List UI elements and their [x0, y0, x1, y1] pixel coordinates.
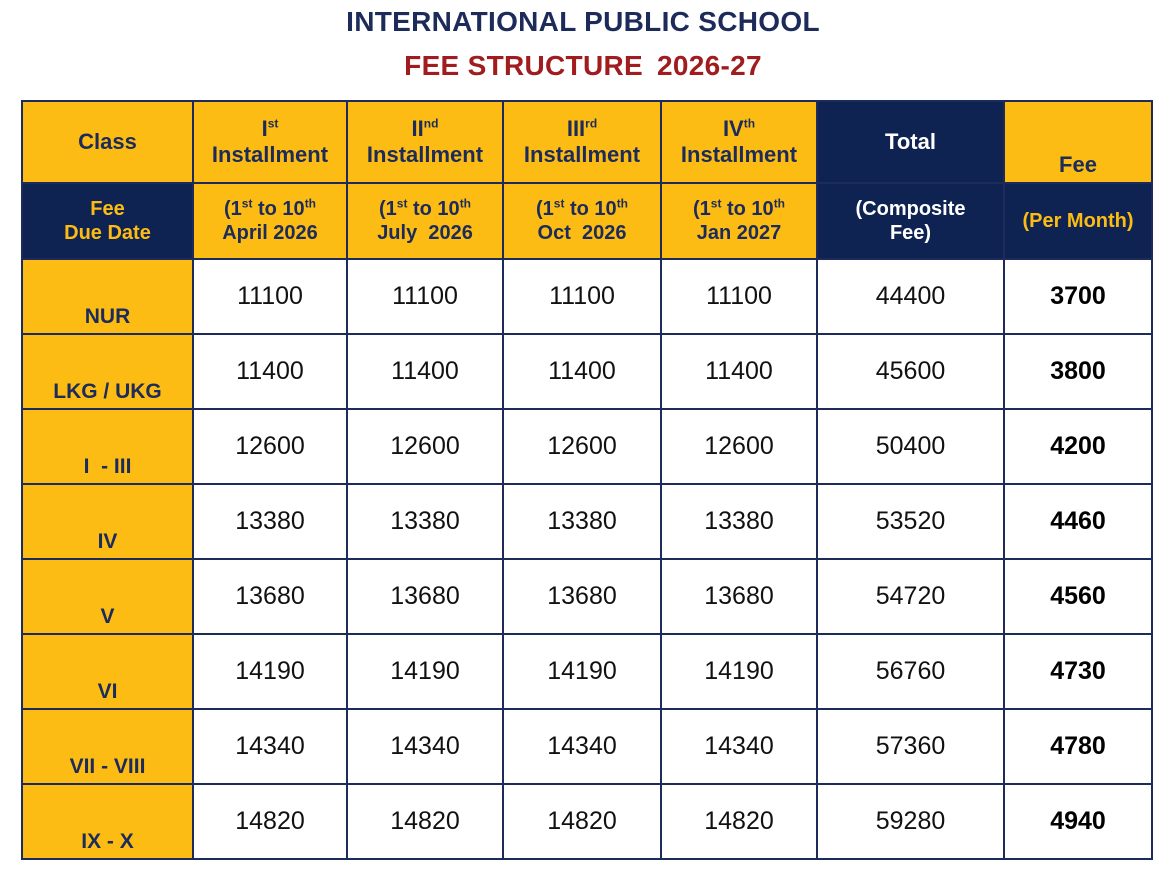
due-date-4: [661, 183, 817, 259]
installment-1-value: 14820: [193, 784, 347, 859]
class-name: [22, 484, 193, 559]
total-value: 53520: [817, 484, 1004, 559]
composite-line-2: Fee): [889, 222, 932, 244]
installment-4-value: 13380: [661, 484, 817, 559]
due-date-line-1: Fee: [90, 198, 125, 220]
installment-label: Installment: [366, 142, 484, 167]
installment-2-value: 13380: [347, 484, 503, 559]
installment-4-value: 14340: [661, 709, 817, 784]
installment-3-value: 14340: [503, 709, 661, 784]
total-value: 50400: [817, 409, 1004, 484]
composite-line-1: (Composite: [855, 198, 966, 220]
fee-title-text: FEE STRUCTURE: [404, 50, 643, 81]
class-name: [22, 409, 193, 484]
installment-3-value: 13680: [503, 559, 661, 634]
date-period: April 2026: [222, 222, 318, 244]
installment-ordinal: nd: [423, 116, 439, 131]
class-name: [22, 709, 193, 784]
due-date-header: [22, 183, 193, 259]
installment-header-1: [193, 101, 347, 183]
installment-1-value: 12600: [193, 409, 347, 484]
date-sup: th: [773, 196, 786, 211]
total-value: 59280: [817, 784, 1004, 859]
date-mid: to 10: [721, 198, 774, 220]
installment-4-value: 14190: [661, 634, 817, 709]
class-name: [22, 334, 193, 409]
due-date-line-2: Due Date: [64, 222, 151, 244]
fee-table: [21, 100, 1153, 860]
total-value: 44400: [817, 259, 1004, 334]
table-row: [22, 334, 1152, 409]
per-month-value: 3700: [1004, 259, 1152, 334]
academic-year: 2026-27: [656, 50, 762, 81]
class-name-text: LKG / UKG: [53, 380, 162, 403]
installment-1-value: 14340: [193, 709, 347, 784]
installment-4-value: 14820: [661, 784, 817, 859]
date-sup: st: [710, 196, 722, 211]
installment-1-value: 14190: [193, 634, 347, 709]
per-month-value: 4460: [1004, 484, 1152, 559]
fee-header-label: Fee: [1059, 152, 1097, 177]
class-name-text: NUR: [84, 305, 131, 328]
class-name: [22, 784, 193, 859]
installment-1-value: 13680: [193, 559, 347, 634]
table-row: [22, 709, 1152, 784]
total-value: 54720: [817, 559, 1004, 634]
total-value: 45600: [817, 334, 1004, 409]
date-sup: th: [459, 196, 472, 211]
installment-label: Installment: [211, 142, 329, 167]
date-open: (1: [378, 198, 397, 220]
installment-3-value: 12600: [503, 409, 661, 484]
installment-number: I: [261, 115, 268, 141]
installment-2-value: 14190: [347, 634, 503, 709]
table-row: [22, 259, 1152, 334]
per-month-value: 4560: [1004, 559, 1152, 634]
installment-3-value: 14820: [503, 784, 661, 859]
date-open: (1: [692, 198, 711, 220]
installment-1-value: 11100: [193, 259, 347, 334]
date-mid: to 10: [252, 198, 305, 220]
fee-header: [1004, 101, 1152, 183]
installment-header-2: [347, 101, 503, 183]
installment-header-4: [661, 101, 817, 183]
class-header-label: Class: [78, 129, 137, 154]
date-period: Oct 2026: [537, 222, 627, 244]
date-sup: st: [553, 196, 565, 211]
date-period: Jan 2027: [696, 222, 782, 244]
class-name: [22, 259, 193, 334]
date-sup: th: [304, 196, 317, 211]
installment-3-value: 14190: [503, 634, 661, 709]
installment-label: Installment: [680, 142, 798, 167]
installment-number: III: [566, 115, 586, 141]
installment-2-value: 11400: [347, 334, 503, 409]
per-month-value: 4780: [1004, 709, 1152, 784]
due-date-3: [503, 183, 661, 259]
installment-number: II: [411, 115, 424, 141]
installment-4-value: 11100: [661, 259, 817, 334]
installment-ordinal: th: [743, 116, 756, 131]
header-row-2: [22, 183, 1152, 259]
due-date-1: [193, 183, 347, 259]
installment-3-value: 13380: [503, 484, 661, 559]
class-name-text: VII - VIII: [69, 755, 146, 778]
total-header-label: Total: [885, 129, 936, 154]
installment-1-value: 13380: [193, 484, 347, 559]
per-month-label: (Per Month): [1022, 209, 1134, 232]
table-row: [22, 784, 1152, 859]
table-row: [22, 634, 1152, 709]
table-row: [22, 409, 1152, 484]
table-row: [22, 559, 1152, 634]
per-month-value: 3800: [1004, 334, 1152, 409]
installment-label: Installment: [523, 142, 641, 167]
class-name-text: IV: [97, 530, 118, 553]
installment-1-value: 11400: [193, 334, 347, 409]
installment-ordinal: st: [267, 116, 279, 131]
class-name-text: I - III: [83, 455, 132, 478]
date-period: July 2026: [377, 222, 473, 244]
class-name-text: VI: [97, 680, 118, 703]
installment-2-value: 14820: [347, 784, 503, 859]
installment-2-value: 14340: [347, 709, 503, 784]
installment-ordinal: rd: [585, 116, 598, 131]
installment-4-value: 12600: [661, 409, 817, 484]
installment-2-value: 13680: [347, 559, 503, 634]
class-name: [22, 634, 193, 709]
class-header: [22, 101, 193, 183]
installment-3-value: 11100: [503, 259, 661, 334]
date-mid: to 10: [407, 198, 460, 220]
class-name-text: V: [100, 605, 115, 628]
installment-4-value: 11400: [661, 334, 817, 409]
date-open: (1: [535, 198, 554, 220]
per-month-value: 4730: [1004, 634, 1152, 709]
table-row: [22, 484, 1152, 559]
per-month-value: 4200: [1004, 409, 1152, 484]
installment-4-value: 13680: [661, 559, 817, 634]
fee-structure-title: [0, 50, 1166, 82]
total-header: [817, 101, 1004, 183]
date-open: (1: [223, 198, 242, 220]
school-name: INTERNATIONAL PUBLIC SCHOOL: [346, 6, 820, 37]
date-sup: th: [616, 196, 629, 211]
total-value: 57360: [817, 709, 1004, 784]
date-sup: st: [396, 196, 408, 211]
installment-2-value: 12600: [347, 409, 503, 484]
class-name-text: IX - X: [81, 830, 134, 853]
header-row-1: [22, 101, 1152, 183]
installment-3-value: 11400: [503, 334, 661, 409]
installment-number: IV: [722, 115, 744, 141]
class-name: [22, 559, 193, 634]
installment-2-value: 11100: [347, 259, 503, 334]
date-sup: st: [241, 196, 253, 211]
per-month-header: [1004, 183, 1152, 259]
composite-fee-header: [817, 183, 1004, 259]
due-date-2: [347, 183, 503, 259]
total-value: 56760: [817, 634, 1004, 709]
installment-header-3: [503, 101, 661, 183]
per-month-value: 4940: [1004, 784, 1152, 859]
date-mid: to 10: [564, 198, 617, 220]
